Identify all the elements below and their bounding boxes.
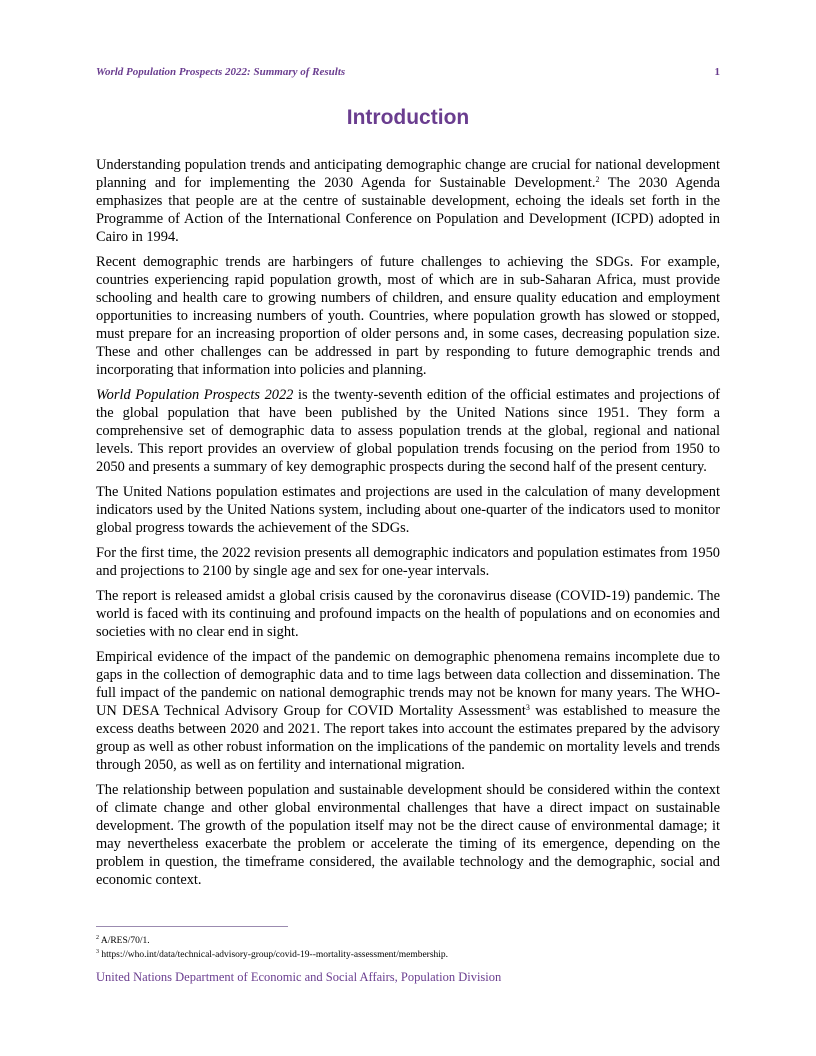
footnote-number: 3 [96, 949, 99, 955]
footnote-item [96, 934, 720, 948]
paragraph-3-text: is the twenty-seventh edition of the official estimates and projections of the global population that have been published by the United Nations since 1951. They form a comprehensive set of demographic data to assess population trends at the global, regional and national levels. This report provides an overview of global population trends focusing on the period from 1950 to 2050 and presents a summary of key demographic prospects during the second half of the present century. [96, 387, 720, 475]
running-footer: United Nations Department of Economic and Social Affairs, Population Division [96, 970, 502, 984]
paragraph-5: For the first time, the 2022 revision presents all demographic indicators and population estimates from 1950 and projections to 2100 by single age and sex for one-year intervals. [96, 545, 720, 579]
paragraph-2: Recent demographic trends are harbingers of future challenges to achieving the SDGs. For example, countries experiencing rapid population growth, most of which are in sub-Saharan Africa, must provide schooling and health care to growing numbers of children, and ensure quality education and employment opportunities to increasing numbers of youth. Countries, where population growth has slowed or stopped, must prepare for an increasing proportion of older persons and, in some cases, decreasing population size. These and other challenges can be addressed in part by responding to future demographic trends and incorporating that information into policies and planning. [96, 254, 720, 378]
footnote-ref-3: 3 [525, 703, 530, 712]
footnote-number: 2 [96, 935, 99, 941]
page-number: 1 [714, 66, 720, 78]
footnote-link[interactable]: https://who.int/data/technical-advisory-group/covid-19--mortality-assessment/membership. [99, 950, 449, 960]
paragraph-7-text-a: Empirical evidence of the impact of the pandemic on demographic phenomena remains incomplete due to gaps in the collection of demographic data and to time lags between data collection and dissemination. The full impact of the pandemic on national demographic trends may not be known for many years. The WHO-UN DESA Technical Advisory Group for COVID Mortality Assessment [96, 649, 720, 719]
paragraph-7 [96, 648, 720, 774]
paragraph-1 [96, 156, 720, 246]
footnote-text: A/RES/70/1. [99, 936, 150, 946]
body-text [96, 156, 720, 896]
paragraph-1-text-a: Understanding population trends and anticipating demographic change are crucial for national development planning and for implementing the 2030 Agenda for Sustainable Development. [96, 157, 720, 191]
running-title: World Population Prospects 2022: Summary of Results [96, 66, 346, 78]
paragraph-6: The report is released amidst a global crisis caused by the coronavirus disease (COVID-19) pandemic. The world is faced with its continuing and profound impacts on the health of populations and on economies and societies with no clear end in sight. [96, 588, 720, 640]
footnotes [96, 934, 720, 962]
paragraph-7-text-b: was established to measure the excess deaths between 2020 and 2021. The report takes into account the estimates prepared by the advisory group as well as other robust information on the implications of the pandemic on mortality levels and trends through 2050, as well as on fertility and international migration. [96, 703, 721, 773]
paragraph-3 [96, 386, 720, 476]
footnote-divider [96, 926, 288, 927]
footnote-ref-2: 2 [595, 175, 600, 184]
running-header [96, 66, 720, 82]
footnote-item [96, 948, 720, 962]
paragraph-8: The relationship between population and sustainable development should be considered within the context of climate change and other global environmental challenges that have a direct impact on sustainable development. The growth of the population itself may not be the direct cause of environmental damage; it may nevertheless exacerbate the problem or accelerate the timing of its emergence, depending on the problem in question, the timeframe considered, the available technology and the demographic, social and economic context. [96, 782, 720, 888]
page-title: Introduction [346, 106, 470, 129]
report-title-italic: World Population Prospects 2022 [96, 387, 294, 403]
paragraph-1-text-b: The 2030 Agenda emphasizes that people are at the centre of sustainable development, echoing the ideals set forth in the Programme of Action of the International Conference on Population and Development (ICPD) adopted in Cairo in 1994. [96, 175, 720, 245]
paragraph-4: The United Nations population estimates and projections are used in the calculation of many development indicators used by the United Nations system, including about one-quarter of the indicators used to monitor global progress towards the achievement of the SDGs. [96, 484, 720, 536]
